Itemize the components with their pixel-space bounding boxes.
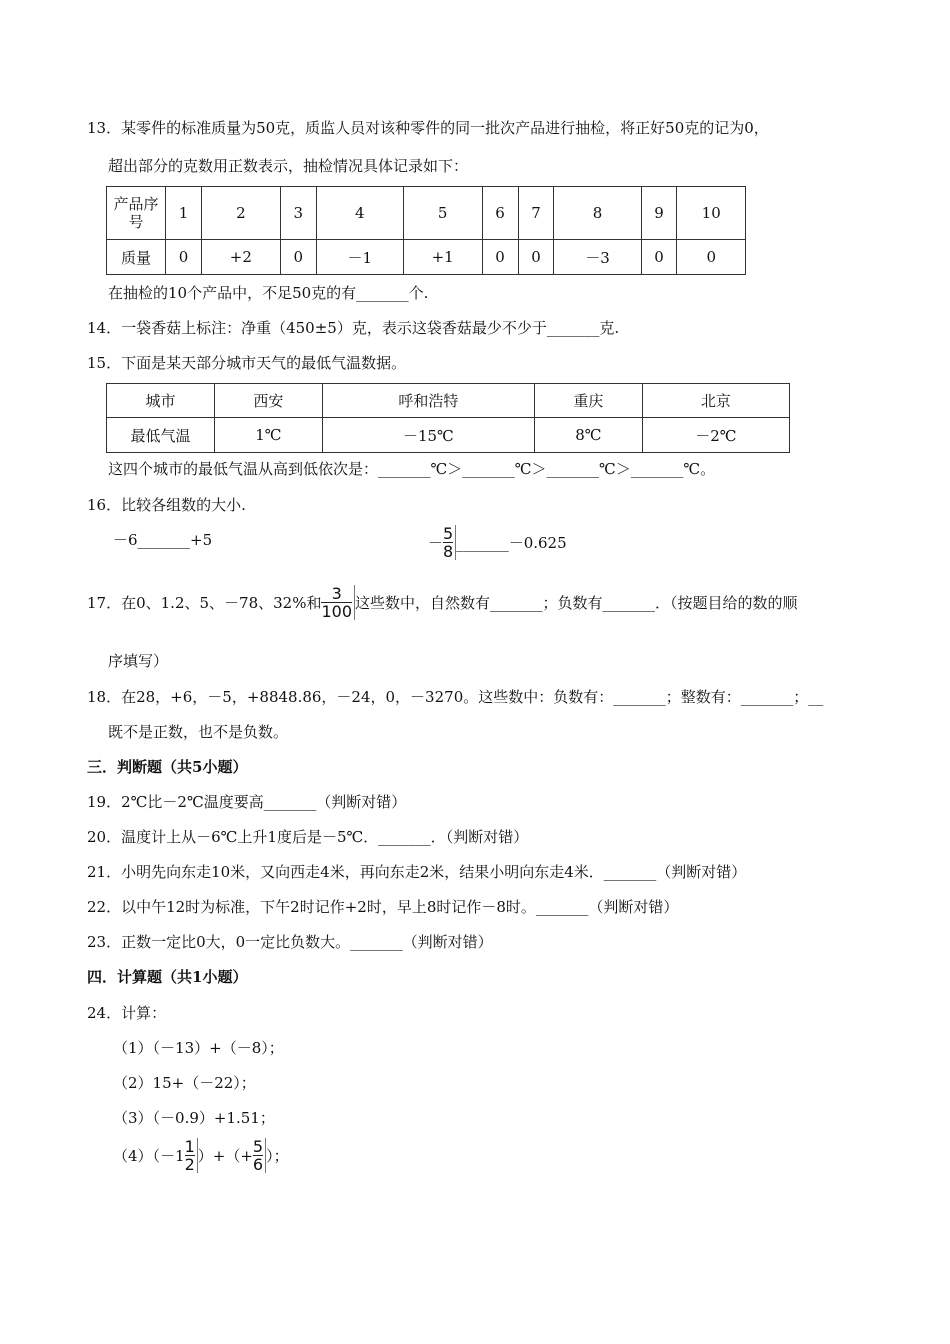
fraction xyxy=(185,1138,198,1173)
q21: 21．小明先向东走10米，又向西走4米，再向东走2米，结果小明向东走4米．_______（判断对错） xyxy=(87,863,747,881)
q13-table xyxy=(106,186,746,275)
q15-line: 15．下面是某天部分城市天气的最低气温数据。 xyxy=(87,354,407,372)
fraction xyxy=(321,585,355,620)
q16-b-suffix: _______－0.625 xyxy=(456,534,567,552)
q13-row-cell: 0 xyxy=(166,240,202,275)
q24-p4-c: ）； xyxy=(266,1147,289,1165)
q17-line1 xyxy=(87,585,798,620)
q24-part2: （2）15+（－22）； xyxy=(113,1074,256,1092)
q22: 22．以中午12时为标准，下午2时记作+2时，早上8时记作－8时。_______（判断对错） xyxy=(87,898,679,916)
q13-header-cell: 5 xyxy=(403,187,482,240)
fraction xyxy=(443,525,456,560)
q13-line2: 超出部分的克数用正数表示，抽检情况具体记录如下： xyxy=(108,157,469,175)
q15-city: 呼和浩特 xyxy=(322,384,534,418)
fraction xyxy=(253,1138,266,1173)
q15-row-label: 最低气温 xyxy=(107,418,215,453)
q15-city: 重庆 xyxy=(534,384,642,418)
q13-header-cell: 9 xyxy=(641,187,677,240)
fraction-numerator: 5 xyxy=(252,1137,264,1156)
q13-row-cell: 0 xyxy=(482,240,518,275)
q19: 19．2℃比－2℃温度要高_______（判断对错） xyxy=(87,793,407,811)
q15-city: 西安 xyxy=(215,384,323,418)
q13-header-cell: 6 xyxy=(482,187,518,240)
q15-city: 北京 xyxy=(642,384,789,418)
q13-header-cell: 3 xyxy=(280,187,316,240)
q13-row-label: 质量 xyxy=(107,240,166,275)
section-3-heading: 三．判断题（共5小题） xyxy=(87,758,248,776)
q13-header-cell: 1 xyxy=(166,187,202,240)
q14: 14．一袋香菇上标注：净重（450±5）克，表示这袋香菇最少不少于_______克. xyxy=(87,319,620,337)
q24-part1: （1）（－13）+（－8）； xyxy=(113,1039,284,1057)
q16-a: －6_______+5 xyxy=(113,531,213,549)
q23: 23．正数一定比0大，0一定比负数大。_______（判断对错） xyxy=(87,933,493,951)
q13-header-cell: 8 xyxy=(554,187,641,240)
q13-header-cell: 10 xyxy=(677,187,746,240)
q15-temp: －2℃ xyxy=(642,418,789,453)
q13-header-cell: 4 xyxy=(316,187,403,240)
q13-row-cell: 0 xyxy=(641,240,677,275)
q13-row-cell: 0 xyxy=(280,240,316,275)
q15-temp: 8℃ xyxy=(534,418,642,453)
fraction-denominator: 100 xyxy=(321,602,353,621)
q16-b-prefix: － xyxy=(428,534,444,552)
q13-header-label: 产品序号 xyxy=(107,187,166,240)
q13-row-cell: +1 xyxy=(403,240,482,275)
fraction-numerator: 5 xyxy=(443,524,454,543)
q15-header-label: 城市 xyxy=(107,384,215,418)
q17-line2: 序填写） xyxy=(108,652,169,670)
fraction-denominator: 8 xyxy=(443,542,454,561)
q16-line: 16．比较各组数的大小. xyxy=(87,496,246,514)
q13-header-cell: 7 xyxy=(518,187,554,240)
q18-line2: 既不是正数，也不是负数。 xyxy=(108,723,289,741)
q15-table xyxy=(106,383,790,453)
q16-b xyxy=(428,525,567,560)
q13-row-cell: －1 xyxy=(316,240,403,275)
q15-temp: －15℃ xyxy=(322,418,534,453)
section-4-heading: 四．计算题（共1小题） xyxy=(87,968,248,986)
q24-part4 xyxy=(113,1138,289,1173)
q13-row-cell: 0 xyxy=(677,240,746,275)
fraction-denominator: 6 xyxy=(252,1155,264,1174)
fraction-numerator: 1 xyxy=(184,1137,195,1156)
q20: 20．温度计上从－6℃上升1度后是－5℃．_______．（判断对错） xyxy=(87,828,529,846)
q13-row-cell: 0 xyxy=(518,240,554,275)
q24-p4-a: （4）（－1 xyxy=(113,1147,185,1165)
q24-p4-b: ）+（+ xyxy=(197,1147,253,1165)
fraction-numerator: 3 xyxy=(321,585,352,603)
fraction-denominator: 2 xyxy=(184,1155,195,1174)
q15-after: 这四个城市的最低气温从高到低依次是：_______℃＞_______℃＞_______℃＞_______℃。 xyxy=(108,460,716,478)
q13-row-cell: －3 xyxy=(554,240,641,275)
q13-line1: 13．某零件的标准质量为50克，质监人员对该种零件的同一批次产品进行抽检，将正好50克的记为0， xyxy=(87,119,769,137)
q13-row-cell: +2 xyxy=(201,240,280,275)
q15-temp: 1℃ xyxy=(215,418,323,453)
q17-prefix: 17．在0、1.2、5、－78、32%和 xyxy=(87,594,322,612)
q24-part3: （3）（－0.9）+1.51； xyxy=(113,1109,275,1127)
q17-suffix: 这些数中，自然数有_______；负数有_______．（按题目给的数的顺 xyxy=(355,594,798,612)
q13-header-cell: 2 xyxy=(201,187,280,240)
q24-line: 24．计算： xyxy=(87,1004,167,1022)
q18-line1: 18．在28，+6，－5，+8848.86，－24，0，－3270。这些数中：负数有：_______；整数有：_______；__ xyxy=(87,688,824,706)
q13-after: 在抽检的10个产品中，不足50克的有_______个. xyxy=(108,284,429,302)
